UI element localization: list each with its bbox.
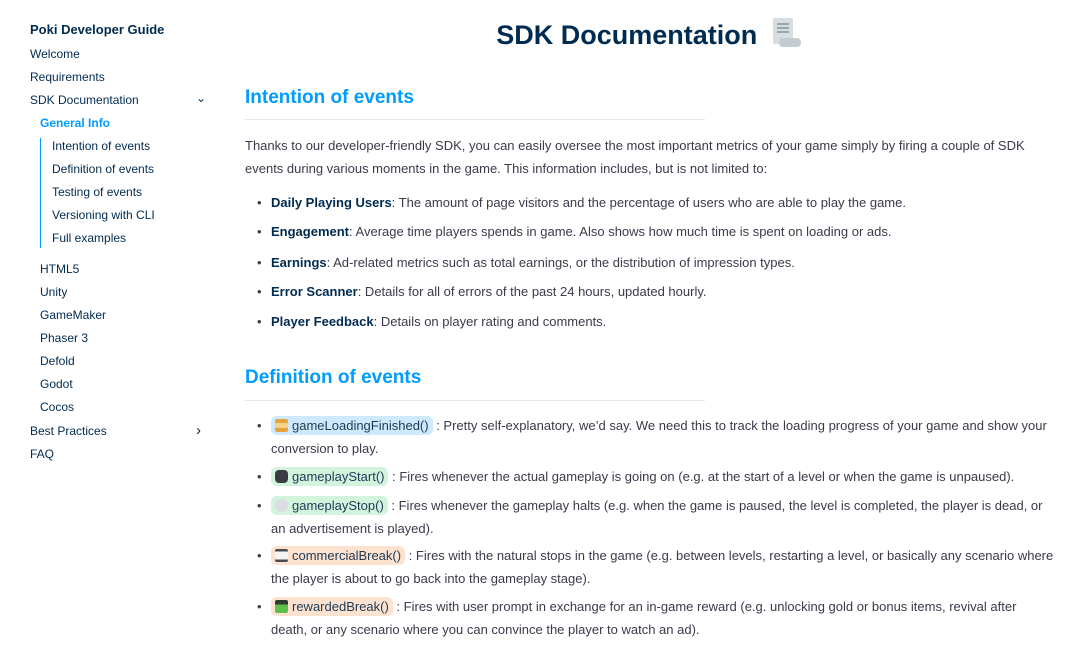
sidebar-item-defold[interactable]: Defold [40,354,75,368]
list-item-term: Engagement [271,224,350,239]
list-item-term: Player Feedback [271,314,374,329]
code-text: gameplayStart() [292,469,385,484]
list-item [271,191,1056,214]
sidebar-title[interactable]: Poki Developer Guide [30,22,165,37]
list-item [271,310,1056,333]
list-item-text: : Details for all of errors of the past 24 hours, updated hourly. [357,284,707,299]
divider [245,400,705,401]
divider [245,119,705,120]
code-chip [271,597,393,616]
sidebar-item-phaser-3[interactable]: Phaser 3 [40,331,89,345]
list-item-term: Daily Playing Users [271,195,392,210]
sidebar-item-versioning-with-cli[interactable]: Versioning with CLI [52,208,155,222]
sidebar-item-welcome[interactable]: Welcome [30,47,80,61]
sidebar-item-godot[interactable]: Godot [40,377,73,391]
code-text: gameplayStop() [292,498,384,513]
sidebar-item-gamemaker[interactable]: GameMaker [40,308,107,322]
code-chip [271,416,433,435]
sidebar-item-best-practices[interactable]: Best Practices [30,424,107,438]
list-item-text: : Pretty self-explanatory, we’d say. We need this to track the loading progress of your game and show your conversion to play. [271,418,1047,456]
sidebar-item-intention-of-events[interactable]: Intention of events [52,139,151,153]
sidebar-item-general-info[interactable]: General Info [40,116,111,130]
sidebar-item-html5[interactable]: HTML5 [40,262,80,276]
list-item [271,544,1056,590]
list-item [271,251,1056,274]
list-item-text: : Details on player rating and comments. [373,314,607,329]
list-item [271,494,1056,540]
code-chip [271,467,388,486]
sidebar-item-sdk-documentation[interactable]: SDK Documentation [30,93,139,107]
sidebar [0,0,220,655]
list-item-text: : Fires with user prompt in exchange for an in-game reward (e.g. unlocking gold or bonus items, revival after death, or any scenario where you can convince the player to watch an ad). [271,599,1017,637]
code-chip [271,546,405,565]
submenu-rule [40,138,41,248]
list-item [271,220,1056,243]
code-text: gameLoadingFinished() [292,418,429,433]
code-chip [271,496,388,515]
sidebar-item-testing-of-events[interactable]: Testing of events [52,185,143,199]
list-item-text: : Fires whenever the actual gameplay is going on (e.g. at the start of a level or when the game is unpaused). [388,469,1015,484]
list-item-text: : Average time players spends in game. Also shows how much time is spent on loading or ads. [349,224,892,239]
sidebar-item-full-examples[interactable]: Full examples [52,231,127,245]
code-text: commercialBreak() [292,548,402,563]
code-text: rewardedBreak() [292,599,389,614]
page-title [0,18,1080,51]
sidebar-item-unity[interactable]: Unity [40,285,68,299]
chevron-down-icon[interactable]: ⌄ [196,91,207,105]
sidebar-item-faq[interactable]: FAQ [30,447,55,461]
hourglass-icon [275,419,288,432]
list-item [271,465,1056,488]
list-item [271,595,1056,641]
list-item-term: Earnings [271,255,327,270]
clapper-icon [275,600,288,613]
sidebar-item-requirements[interactable]: Requirements [30,70,105,84]
page-title-text: SDK Documentation [496,20,758,50]
scroll-icon [771,18,799,48]
section-heading-definition: Definition of events [245,367,422,388]
list-item-term: Error Scanner [271,284,358,299]
tv-icon [275,549,288,562]
list-item [271,414,1056,460]
chevron-right-icon[interactable]: › [196,422,201,439]
intro-paragraph: Thanks to our developer-friendly SDK, you can easily oversee the most important metrics of your game simply by firing a couple of SDK events during various moments in the game. This information includes, but is not limited to: [245,138,1025,176]
list-item-text: : The amount of page visitors and the percentage of users who are able to play the game. [391,195,906,210]
skull-icon [275,499,288,512]
sidebar-item-cocos[interactable]: Cocos [40,400,75,414]
list-item-text: : Fires whenever the gameplay halts (e.g. when the game is paused, the level is completed, the player is dead, or an advertisement is played). [271,498,1043,536]
list-item-text: : Ad-related metrics such as total earnings, or the distribution of impression types. [326,255,795,270]
list-item-text: : Fires with the natural stops in the game (e.g. between levels, restarting a level, or basically any scenario where the player is about to go back into the gameplay stage). [271,548,1054,586]
sidebar-item-definition-of-events[interactable]: Definition of events [52,162,155,176]
list-item [271,280,1056,303]
gamepad-icon [275,470,288,483]
section-heading-intention: Intention of events [245,87,414,108]
